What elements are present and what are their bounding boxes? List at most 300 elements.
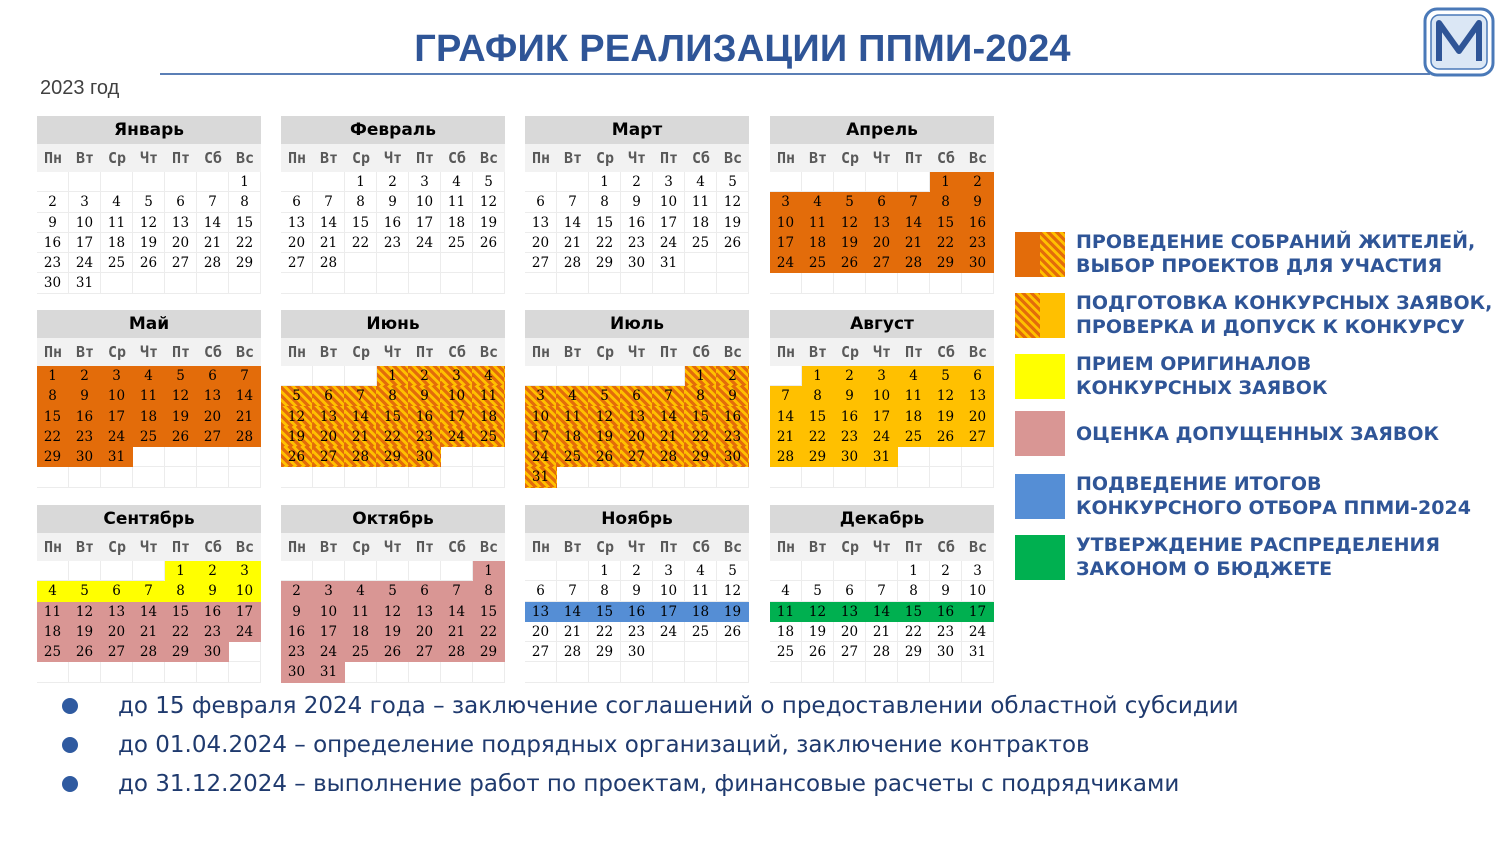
week-row [525, 467, 749, 487]
day-cell: 17 [101, 407, 133, 427]
empty-cell [621, 662, 653, 682]
day-cell: 4 [898, 366, 930, 386]
day-cell: 20 [281, 233, 313, 253]
weekday-label: Ср [107, 343, 127, 361]
day-cell: 27 [525, 642, 557, 662]
legend-item [1015, 411, 1495, 456]
empty-cell [313, 561, 345, 581]
empty-cell [589, 273, 621, 293]
week-row [281, 447, 505, 467]
empty-cell [165, 467, 197, 487]
weekday-label: Сб [691, 538, 711, 556]
day-cell: 23 [962, 233, 994, 253]
empty-cell [557, 366, 589, 386]
weekday-label: Пн [776, 343, 796, 361]
weekday-label: Сб [691, 149, 711, 167]
empty-cell [770, 172, 802, 192]
month-4 [37, 310, 261, 488]
day-cell: 8 [589, 581, 621, 601]
empty-cell [281, 366, 313, 386]
day-cell: 31 [866, 447, 898, 467]
empty-cell [229, 273, 261, 293]
day-cell: 25 [557, 447, 589, 467]
legend-label: УТВЕРЖДЕНИЕ РАСПРЕДЕЛЕНИЯ ЗАКОНОМ О БЮДЖЕТЕ [1076, 534, 1441, 580]
day-cell: 28 [441, 642, 473, 662]
day-cell: 7 [770, 386, 802, 406]
day-cell: 20 [834, 622, 866, 642]
week-row [281, 273, 505, 293]
day-cell: 29 [37, 447, 69, 467]
day-cell: 3 [653, 561, 685, 581]
week-row [281, 561, 505, 581]
week-row [770, 642, 994, 662]
day-cell: 5 [377, 581, 409, 601]
empty-cell [557, 273, 589, 293]
day-cell: 10 [770, 213, 802, 233]
day-cell: 30 [281, 662, 313, 682]
empty-cell [685, 253, 717, 273]
day-cell: 9 [962, 192, 994, 212]
day-cell: 2 [69, 366, 101, 386]
day-cell: 16 [37, 233, 69, 253]
day-cell: 30 [409, 447, 441, 467]
weekday-label: Вс [235, 149, 255, 167]
weekday-label: Вс [235, 343, 255, 361]
day-cell: 27 [313, 447, 345, 467]
day-cell: 16 [834, 407, 866, 427]
empty-cell [409, 662, 441, 682]
day-cell: 7 [133, 581, 165, 601]
day-cell: 15 [589, 602, 621, 622]
day-cell: 3 [770, 192, 802, 212]
day-cell: 15 [898, 602, 930, 622]
bullet-icon [62, 737, 78, 753]
day-cell: 26 [589, 447, 621, 467]
day-cell: 7 [345, 386, 377, 406]
week-row [37, 172, 261, 192]
day-cell: 9 [37, 213, 69, 233]
weekday-header [37, 144, 261, 172]
empty-cell [557, 467, 589, 487]
empty-cell [313, 172, 345, 192]
day-cell: 18 [685, 213, 717, 233]
empty-cell [197, 273, 229, 293]
week-row [281, 386, 505, 406]
day-cell: 12 [930, 386, 962, 406]
day-cell: 25 [898, 427, 930, 447]
day-cell: 21 [197, 233, 229, 253]
month-1 [281, 116, 505, 294]
empty-cell [229, 467, 261, 487]
day-cell: 21 [229, 407, 261, 427]
day-cell: 27 [525, 253, 557, 273]
day-cell: 19 [377, 622, 409, 642]
day-cell: 19 [717, 213, 749, 233]
empty-cell [101, 172, 133, 192]
day-cell: 11 [441, 192, 473, 212]
week-row [770, 622, 994, 642]
empty-cell [653, 642, 685, 662]
empty-cell [473, 273, 505, 293]
day-cell: 16 [409, 407, 441, 427]
day-cell: 26 [69, 642, 101, 662]
weekday-label: Пт [171, 343, 191, 361]
empty-cell [377, 467, 409, 487]
day-cell: 12 [802, 602, 834, 622]
day-cell: 3 [653, 172, 685, 192]
day-cell: 14 [345, 407, 377, 427]
day-cell: 24 [409, 233, 441, 253]
note-item [62, 686, 1239, 725]
week-row [525, 642, 749, 662]
day-cell: 16 [930, 602, 962, 622]
day-cell: 13 [281, 213, 313, 233]
week-row [37, 602, 261, 622]
day-cell: 12 [717, 192, 749, 212]
empty-cell [653, 366, 685, 386]
weekday-label: Чт [627, 149, 647, 167]
day-cell: 29 [473, 642, 505, 662]
day-cell: 1 [377, 366, 409, 386]
legend-label: ПОДГОТОВКА КОНКУРСНЫХ ЗАЯВОК, ПРОВЕРКА И ДОПУСК К КОНКУРСУ [1076, 292, 1493, 338]
day-cell: 31 [525, 467, 557, 487]
day-cell: 15 [37, 407, 69, 427]
day-cell: 24 [525, 447, 557, 467]
day-cell: 22 [589, 622, 621, 642]
weekday-label: Вт [319, 149, 339, 167]
empty-cell [834, 273, 866, 293]
day-cell: 28 [557, 253, 589, 273]
day-cell: 25 [101, 253, 133, 273]
empty-cell [101, 273, 133, 293]
empty-cell [930, 467, 962, 487]
empty-cell [69, 561, 101, 581]
week-row [281, 581, 505, 601]
day-cell: 24 [770, 253, 802, 273]
empty-cell [802, 662, 834, 682]
week-row [37, 447, 261, 467]
empty-cell [409, 467, 441, 487]
week-row [37, 233, 261, 253]
day-cell: 26 [834, 253, 866, 273]
day-cell: 30 [621, 642, 653, 662]
day-cell: 20 [525, 622, 557, 642]
empty-cell [165, 662, 197, 682]
day-cell: 14 [197, 213, 229, 233]
day-cell: 13 [409, 602, 441, 622]
week-row [770, 366, 994, 386]
empty-cell [525, 561, 557, 581]
day-cell: 22 [930, 233, 962, 253]
day-cell: 12 [834, 213, 866, 233]
day-cell: 5 [133, 192, 165, 212]
day-cell: 8 [473, 581, 505, 601]
day-cell: 13 [197, 386, 229, 406]
empty-cell [557, 172, 589, 192]
month-name: Июль [525, 310, 749, 338]
empty-cell [313, 366, 345, 386]
empty-cell [473, 253, 505, 273]
empty-cell [441, 662, 473, 682]
weekday-label: Вт [808, 149, 828, 167]
day-cell: 28 [133, 642, 165, 662]
day-cell: 1 [165, 561, 197, 581]
day-cell: 19 [281, 427, 313, 447]
day-cell: 28 [229, 427, 261, 447]
weekday-label: Пт [171, 149, 191, 167]
day-cell: 27 [834, 642, 866, 662]
day-cell: 11 [133, 386, 165, 406]
day-cell: 24 [441, 427, 473, 447]
weekday-label: Вт [563, 343, 583, 361]
week-row [770, 253, 994, 273]
day-cell: 19 [165, 407, 197, 427]
day-cell: 17 [525, 427, 557, 447]
day-cell: 10 [101, 386, 133, 406]
weekday-label: Ср [595, 343, 615, 361]
day-cell: 30 [717, 447, 749, 467]
day-cell: 26 [281, 447, 313, 467]
day-cell: 11 [345, 602, 377, 622]
day-cell: 11 [557, 407, 589, 427]
day-cell: 15 [229, 213, 261, 233]
empty-cell [473, 467, 505, 487]
day-cell: 12 [165, 386, 197, 406]
week-row [281, 407, 505, 427]
month-3 [770, 116, 994, 294]
day-cell: 13 [313, 407, 345, 427]
month-name: Май [37, 310, 261, 338]
day-cell: 7 [229, 366, 261, 386]
day-cell: 26 [133, 253, 165, 273]
empty-cell [717, 467, 749, 487]
week-row [281, 233, 505, 253]
weekday-label: Ср [840, 538, 860, 556]
day-cell: 16 [377, 213, 409, 233]
day-cell: 13 [621, 407, 653, 427]
empty-cell [281, 273, 313, 293]
week-row [37, 662, 261, 682]
empty-cell [525, 172, 557, 192]
day-cell: 23 [377, 233, 409, 253]
day-cell: 22 [473, 622, 505, 642]
empty-cell [685, 662, 717, 682]
day-cell: 8 [345, 192, 377, 212]
weekday-label: Пн [531, 538, 551, 556]
day-cell: 2 [962, 172, 994, 192]
day-cell: 21 [866, 622, 898, 642]
day-cell: 21 [653, 427, 685, 447]
weekday-label: Чт [383, 343, 403, 361]
empty-cell [197, 467, 229, 487]
empty-cell [834, 662, 866, 682]
weekday-label: Пн [776, 149, 796, 167]
day-cell: 8 [685, 386, 717, 406]
day-cell: 7 [653, 386, 685, 406]
day-cell: 24 [69, 253, 101, 273]
week-row [525, 602, 749, 622]
weekday-label: Чт [627, 538, 647, 556]
day-cell: 25 [770, 642, 802, 662]
day-cell: 15 [802, 407, 834, 427]
day-cell: 4 [557, 386, 589, 406]
day-cell: 26 [717, 622, 749, 642]
day-cell: 2 [377, 172, 409, 192]
empty-cell [281, 172, 313, 192]
day-cell: 28 [866, 642, 898, 662]
empty-cell [866, 662, 898, 682]
day-cell: 18 [685, 602, 717, 622]
day-cell: 17 [962, 602, 994, 622]
empty-cell [802, 467, 834, 487]
day-cell: 18 [802, 233, 834, 253]
weekday-label: Вт [75, 149, 95, 167]
day-cell: 21 [133, 622, 165, 642]
empty-cell [834, 561, 866, 581]
day-cell: 11 [101, 213, 133, 233]
weekday-label: Чт [139, 343, 159, 361]
day-cell: 20 [621, 427, 653, 447]
day-cell: 28 [770, 447, 802, 467]
empty-cell [770, 366, 802, 386]
weekday-label: Вс [479, 343, 499, 361]
day-cell: 24 [962, 622, 994, 642]
day-cell: 29 [898, 642, 930, 662]
week-row [770, 407, 994, 427]
weekday-label: Вт [808, 343, 828, 361]
day-cell: 2 [281, 581, 313, 601]
empty-cell [525, 366, 557, 386]
week-row [281, 366, 505, 386]
weekday-label: Вс [479, 149, 499, 167]
week-row [37, 366, 261, 386]
week-row [770, 602, 994, 622]
day-cell: 12 [133, 213, 165, 233]
weekday-header [525, 533, 749, 561]
day-cell: 6 [409, 581, 441, 601]
month-6 [525, 310, 749, 488]
day-cell: 6 [197, 366, 229, 386]
day-cell: 23 [37, 253, 69, 273]
weekday-label: Ср [107, 149, 127, 167]
day-cell: 19 [717, 602, 749, 622]
week-row [281, 172, 505, 192]
day-cell: 18 [473, 407, 505, 427]
day-cell: 12 [377, 602, 409, 622]
day-cell: 10 [409, 192, 441, 212]
week-row [281, 192, 505, 212]
weekday-label: Вс [968, 538, 988, 556]
day-cell: 1 [930, 172, 962, 192]
day-cell: 17 [653, 602, 685, 622]
week-row [281, 213, 505, 233]
empty-cell [621, 467, 653, 487]
day-cell: 29 [589, 642, 621, 662]
empty-cell [589, 467, 621, 487]
day-cell: 9 [281, 602, 313, 622]
day-cell: 25 [685, 622, 717, 642]
weekday-label: Сб [203, 149, 223, 167]
day-cell: 3 [409, 172, 441, 192]
day-cell: 15 [589, 213, 621, 233]
month-name: Сентябрь [37, 505, 261, 533]
day-cell: 16 [621, 602, 653, 622]
day-cell: 3 [962, 561, 994, 581]
day-cell: 12 [717, 581, 749, 601]
day-cell: 28 [197, 253, 229, 273]
empty-cell [685, 273, 717, 293]
day-cell: 10 [441, 386, 473, 406]
empty-cell [962, 662, 994, 682]
empty-cell [525, 662, 557, 682]
weekday-label: Ср [351, 149, 371, 167]
empty-cell [685, 467, 717, 487]
weekday-label: Ср [840, 149, 860, 167]
day-cell: 14 [313, 213, 345, 233]
day-cell: 26 [377, 642, 409, 662]
weekday-label: Вс [968, 149, 988, 167]
day-cell: 27 [621, 447, 653, 467]
empty-cell [441, 447, 473, 467]
weekday-label: Пт [904, 343, 924, 361]
day-cell: 19 [802, 622, 834, 642]
day-cell: 5 [802, 581, 834, 601]
day-cell: 10 [653, 192, 685, 212]
empty-cell [525, 273, 557, 293]
empty-cell [229, 662, 261, 682]
month-name: Ноябрь [525, 505, 749, 533]
legend-item [1015, 533, 1495, 581]
day-cell: 24 [101, 427, 133, 447]
month-name: Февраль [281, 116, 505, 144]
empty-cell [834, 467, 866, 487]
day-cell: 14 [770, 407, 802, 427]
empty-cell [133, 447, 165, 467]
note-text: до 15 февраля 2024 года – заключение соглашений о предоставлении областной субсидии [118, 692, 1239, 719]
empty-cell [441, 561, 473, 581]
month-name: Октябрь [281, 505, 505, 533]
day-cell: 18 [133, 407, 165, 427]
day-cell: 23 [69, 427, 101, 447]
day-cell: 5 [717, 561, 749, 581]
day-cell: 17 [409, 213, 441, 233]
weekday-label: Чт [627, 343, 647, 361]
empty-cell [441, 253, 473, 273]
day-cell: 16 [69, 407, 101, 427]
weekday-label: Пт [904, 538, 924, 556]
empty-cell [345, 662, 377, 682]
day-cell: 2 [717, 366, 749, 386]
day-cell: 14 [557, 213, 589, 233]
day-cell: 9 [834, 386, 866, 406]
weekday-label: Пт [171, 538, 191, 556]
day-cell: 31 [69, 273, 101, 293]
day-cell: 10 [653, 581, 685, 601]
empty-cell [898, 662, 930, 682]
week-row [281, 642, 505, 662]
empty-cell [229, 642, 261, 662]
day-cell: 3 [101, 366, 133, 386]
day-cell: 29 [930, 253, 962, 273]
day-cell: 23 [621, 622, 653, 642]
weekday-label: Вс [479, 538, 499, 556]
empty-cell [313, 273, 345, 293]
empty-cell [101, 561, 133, 581]
weekday-label: Пн [531, 149, 551, 167]
day-cell: 11 [802, 213, 834, 233]
weekday-label: Пт [415, 538, 435, 556]
day-cell: 16 [717, 407, 749, 427]
